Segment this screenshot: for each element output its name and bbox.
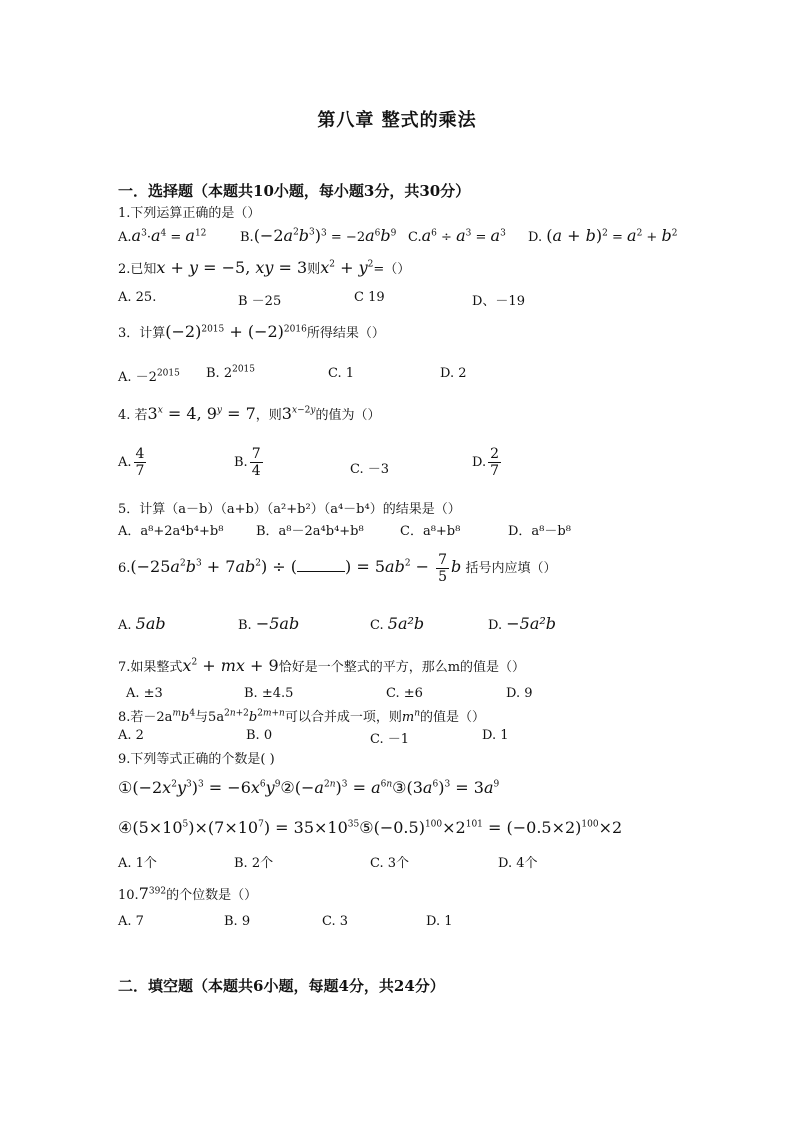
- q1-option-c: $C.a^6 \div a^3 = a^3$: [408, 226, 506, 245]
- q2-option-a: A. 25.: [118, 290, 157, 305]
- q7-option-d: D. 9: [506, 686, 533, 701]
- page-title: 第八章 整式的乘法: [317, 110, 477, 131]
- q8-option-b: B. 0: [246, 728, 273, 743]
- q10-option-b: B. 9: [224, 914, 251, 929]
- question-2-stem: 2.已知x + y = −5, xy = 3则$x^2 + y^2=()$: [118, 258, 411, 277]
- q9-option-c: C. 3个: [370, 856, 410, 871]
- q3-option-a: A. $-2^{2015}$: [118, 368, 180, 385]
- q1-option-a: $A.a^3\cdot a^4 = a^{12}$: [118, 226, 207, 245]
- q3-option-d: D. 2: [440, 366, 467, 381]
- q6-option-d: D. −5a²b: [488, 614, 557, 633]
- question-9-equations-row2: $④(5\times 10^5)\times(7\times 10^7)$ = $35\times 10^{35}⑤(-0.5)^{100}\times 2^{101} = (-0.5\times 2)^{100}\times 2$: [118, 818, 623, 837]
- question-10-stem: 10.7$^{392}$的个位数是（）: [118, 884, 258, 903]
- q5-option-d: D．a⁸－b⁸: [508, 524, 571, 539]
- q8-option-c: C. －1: [370, 732, 410, 747]
- question-5-stem: 5．计算（a－b）（a+b）（a²+b²）（a⁴－b⁴）的结果是（）: [118, 502, 461, 517]
- q6-option-c: C. 5a²b: [370, 614, 425, 633]
- q10-option-c: C. 3: [322, 914, 349, 929]
- q10-option-d: D. 1: [426, 914, 453, 929]
- q4-option-d: D. $\frac{2}{7}$: [472, 446, 500, 479]
- q7-option-c: C. ±6: [386, 686, 423, 701]
- q5-option-b: B．a⁸－2a⁴b⁴+b⁸: [256, 524, 364, 539]
- section-heading-fill-in: 二．填空题（本题共6小题，每题4分，共24分）: [118, 977, 445, 995]
- question-8-stem: 8.若$-2a^mb^4$与$5a^{2n+2}b^{2m+n}$可以合并成一项，则$m^n$的值是（）: [118, 708, 485, 725]
- q4-option-b: B. $\frac{7}{4}$: [234, 446, 261, 479]
- q3-option-b: B. $2^{2015}$: [206, 364, 255, 381]
- q10-option-a: A. 7: [118, 914, 144, 929]
- question-9-stem: 9.下列等式正确的个数是( ): [118, 752, 275, 767]
- question-1-stem: 1.下列运算正确的是（）: [118, 206, 261, 221]
- q6-option-b: B. −5ab: [238, 614, 300, 633]
- q3-option-c: C. 1: [328, 366, 355, 381]
- q2-option-d: D、－19: [472, 294, 525, 309]
- q5-option-a: A．a⁸+2a⁴b⁴+b⁸: [118, 524, 224, 539]
- q1-option-b: $B.(-2a^2b^3)^3 = -2a^6b^9$: [240, 226, 397, 245]
- q2-option-c: C 19: [354, 290, 385, 305]
- q2-option-b: B －25: [238, 294, 282, 309]
- q6-option-a: A. 5ab: [118, 614, 166, 633]
- q1-option-d: D. $(a + b)^2 = a^2 + b^2$: [528, 226, 678, 245]
- question-3-stem: 3．计算$(-2)^{2015} + (-2)^{2016}$所得结果（）: [118, 322, 385, 341]
- q4-option-a: A. $\frac{4}{7}$: [118, 446, 145, 479]
- q8-option-a: A. 2: [118, 728, 144, 743]
- section-heading-choice: 一．选择题（本题共10小题，每小题3分，共30分）: [118, 182, 471, 200]
- question-7-stem: 7.如果整式$x^2$ + mx + 9恰好是一个整式的平方，那么m的值是（）: [118, 656, 526, 675]
- q4-option-c: C. －3: [350, 462, 390, 477]
- question-4-stem: 4. 若$3^x = 4$, $9^y = 7$，则$3^{x-2y}$的值为（）: [118, 404, 381, 423]
- q9-option-d: D. 4个: [498, 856, 538, 871]
- q8-option-d: D. 1: [482, 728, 509, 743]
- question-6-stem: $6.(-25a^2b^3 + 7ab^2)$ ÷ ( ) = $5ab^2$ − $\frac{7}{5}$ b 括号内应填（）: [118, 552, 557, 585]
- q7-option-b: B. ±4.5: [244, 686, 294, 701]
- q9-option-b: B. 2个: [234, 856, 274, 871]
- q9-option-a: A. 1个: [118, 856, 157, 871]
- question-9-equations-row1: $①(-2x^2y^3)^3$ = $-6x^6y^9②(-a^{2n})^3$ = $a^{6n}③(3a^6)^3 = 3a^9$: [118, 778, 500, 797]
- q7-option-a: A. ±3: [126, 686, 163, 701]
- q5-option-c: C．a⁸+b⁸: [400, 524, 461, 539]
